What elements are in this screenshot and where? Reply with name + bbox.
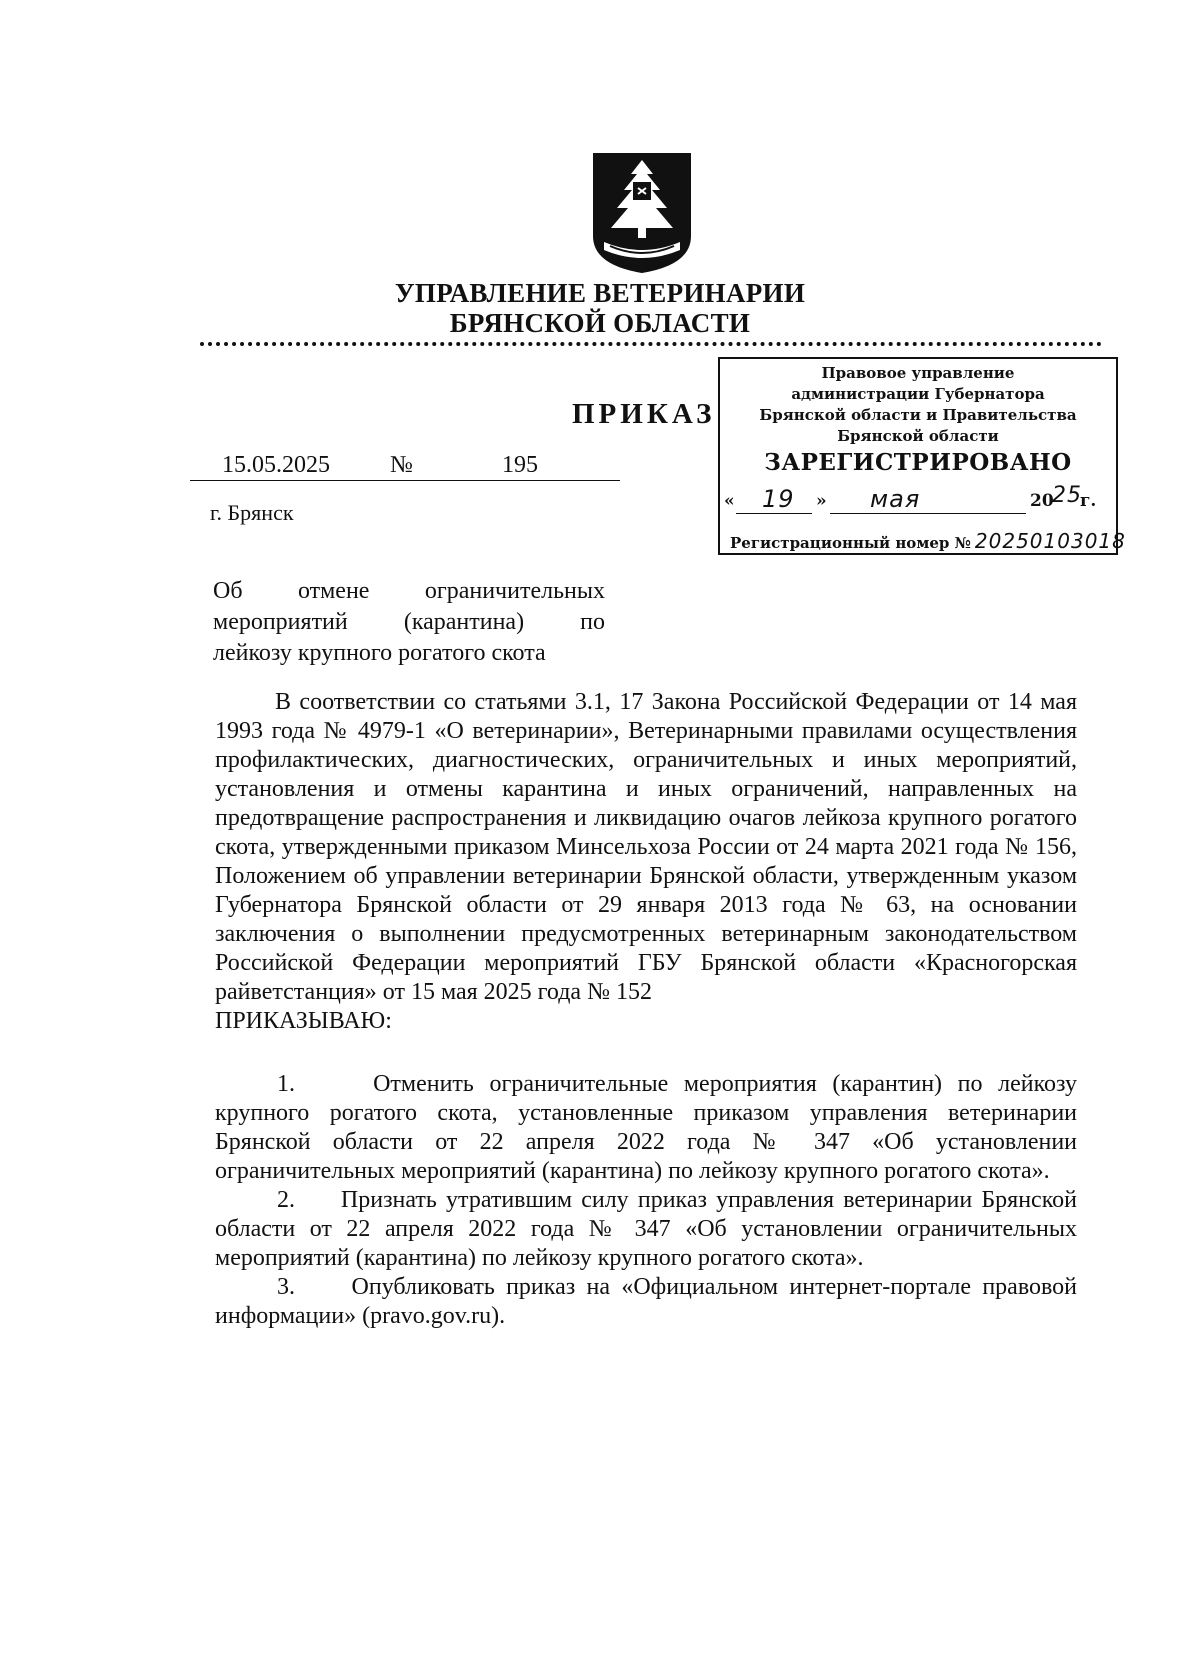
stamp-registration-number bbox=[730, 529, 1126, 553]
subject-line-2: мероприятий (карантина) по bbox=[213, 609, 605, 635]
order-body bbox=[215, 688, 1077, 1331]
stamp-year-unit: г. bbox=[1080, 491, 1097, 511]
stamp-quote-open: « bbox=[724, 491, 735, 511]
order-item-2: 2. Признать утратившим силу приказ управления ветеринарии Брянской области от 22 апреля 2022 года № 347 «Об установлении ограничительных мероприятий (карантина) по лейкозу крупного рогатого скота». bbox=[215, 1187, 1077, 1271]
stamp-line-3: Брянской области и Правительства bbox=[759, 406, 1077, 424]
stamp-quote-close: » bbox=[816, 491, 827, 511]
stamp-year-prefix: 20 bbox=[1030, 491, 1054, 511]
stamp-year-suffix: 25 bbox=[1052, 483, 1082, 508]
stamp-line-4: Брянской области bbox=[837, 427, 999, 445]
order-item-3: 3. Опубликовать приказ на «Официальном интернет-портале правовой информации» (pravo.gov.ru). bbox=[215, 1274, 1077, 1329]
date-number-underline bbox=[190, 480, 620, 481]
stamp-line-2: администрации Губернатора bbox=[791, 385, 1045, 403]
bryansk-coat-of-arms-icon bbox=[590, 150, 694, 274]
order-word: ПРИКАЗЫВАЮ: bbox=[215, 1008, 392, 1034]
order-subject bbox=[213, 576, 605, 669]
organization-name-line1: УПРАВЛЕНИЕ ВЕТЕРИНАРИИ bbox=[394, 278, 806, 308]
organization-name-line2: БРЯНСКОЙ ОБЛАСТИ bbox=[449, 308, 751, 338]
stamp-month: мая bbox=[870, 485, 921, 513]
stamp-registered-label: ЗАРЕГИСТРИРОВАНО bbox=[764, 449, 1072, 476]
subject-line-1: Об отмене ограничительных bbox=[213, 578, 605, 604]
registration-stamp bbox=[718, 357, 1126, 555]
order-item-1: 1. Отменить ограничительные мероприятия (карантин) по лейкозу крупного рогатого скота, установленные приказом управления ветеринарии Брянской области от 22 апреля 2022 года № 347 «Об установлении ограничительных мероприятий (карантина) по лейкозу крупного рогатого скота». bbox=[215, 1071, 1077, 1184]
order-number: 195 bbox=[502, 452, 538, 478]
stamp-line-1: Правовое управление bbox=[821, 364, 1015, 382]
order-date: 15.05.2025 bbox=[222, 452, 330, 478]
stamp-reg-number: 20250103018 bbox=[974, 529, 1126, 553]
stamp-date bbox=[720, 483, 1116, 517]
stamp-reg-label: Регистрационный номер № bbox=[730, 534, 971, 552]
preamble-paragraph: В соответствии со статьями 3.1, 17 Закона Российской Федерации от 14 мая 1993 года № 4979-1 «О ветеринарии», Ветеринарными правилами осуществления профилактических, диагностических, ограничительных и иных мероприятий, установления и отмены карантина и иных ограничений, направленных на предотвращение распространения и ликвидацию очагов лейкоза крупного рогатого скота, утвержденными приказом Минсельхоза России от 24 марта 2021 года № 156, Положением об управлении ветеринарии Брянской области, утвержденным указом Губернатора Брянской области от 29 января 2013 года № 63, на основании заключения о выполнении предусмотренных ветеринарным законодательством Российской Федерации мероприятий ГБУ Брянской области «Красногорская райветстанция» от 15 мая 2025 года № 152 bbox=[215, 689, 1077, 1005]
order-city: г. Брянск bbox=[210, 500, 294, 525]
order-items bbox=[215, 1070, 1077, 1331]
subject-line-3: лейкозу крупного рогатого скота bbox=[213, 640, 546, 666]
order-number-label: № bbox=[390, 452, 413, 478]
stamp-day: 19 bbox=[762, 485, 795, 513]
header-dotted-divider bbox=[200, 342, 1102, 346]
document-type-title: ПРИКАЗ bbox=[572, 398, 716, 430]
